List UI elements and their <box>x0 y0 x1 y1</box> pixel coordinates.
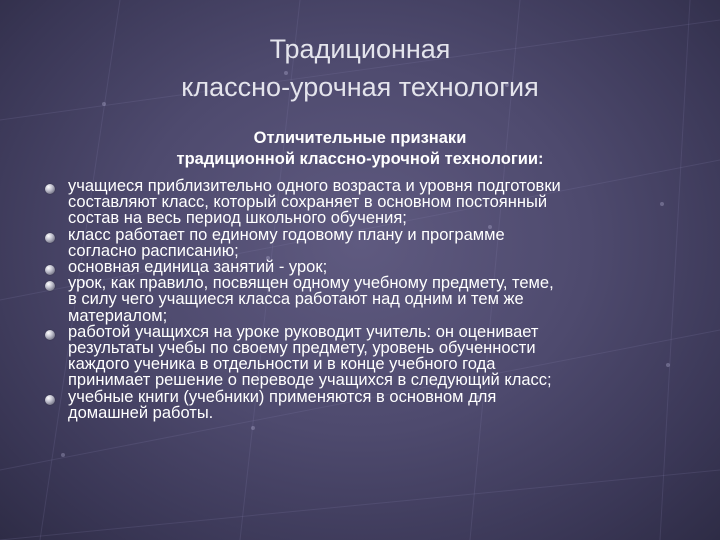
list-item-line: урок, как правило, посвящен одному учебному предмету, теме, <box>68 274 554 293</box>
slide-title <box>0 30 720 106</box>
list-item <box>45 259 705 275</box>
section-heading-line: Отличительные признаки <box>253 129 467 147</box>
list-item-line: согласно расписанию; <box>68 241 239 260</box>
list-item-line: в силу чего учащиеся класса работают над одним и тем же <box>68 290 524 309</box>
list-item-line: учащиеся приблизительно одного возраста и уровня подготовки <box>68 177 561 195</box>
list-item-line: учебные книги (учебники) применяются в основном для <box>68 387 497 406</box>
features-list <box>45 178 705 421</box>
slide-title-line: классно-урочная технология <box>181 72 539 102</box>
slide-title-line: Традиционная <box>269 34 451 64</box>
bullet-icon <box>45 281 55 291</box>
list-item-line: принимает решение о переводе учащихся в следующий класс; <box>68 371 552 390</box>
bullet-icon <box>45 395 55 405</box>
list-item-line: класс работает по единому годовому плану и программе <box>68 225 505 244</box>
list-item <box>45 178 705 227</box>
bullet-icon <box>45 330 55 340</box>
section-heading <box>60 128 660 170</box>
bullet-icon <box>45 233 55 243</box>
list-item <box>45 389 705 421</box>
list-item <box>45 324 705 389</box>
section-heading-line: традиционной классно-урочной технологии: <box>176 150 544 168</box>
list-item-line: составляют класс, который сохраняет в основном постоянный <box>68 193 548 212</box>
bullet-icon <box>45 265 55 275</box>
list-item <box>45 275 705 324</box>
list-item-line: домашней работы. <box>68 403 214 422</box>
list-item-line: материалом; <box>68 306 168 325</box>
list-item-line: основная единица занятий - урок; <box>68 258 328 277</box>
list-item <box>45 227 705 259</box>
bullet-icon <box>45 184 55 194</box>
list-item-line: состав на весь период школьного обучения; <box>68 209 407 228</box>
list-item-line: работой учащихся на уроке руководит учитель: он оценивает <box>68 322 539 341</box>
list-item-line: каждого ученика в отдельности и в конце учебного года <box>68 355 496 374</box>
list-item-line: результаты учебы по своему предмету, уровень обученности <box>68 339 536 358</box>
